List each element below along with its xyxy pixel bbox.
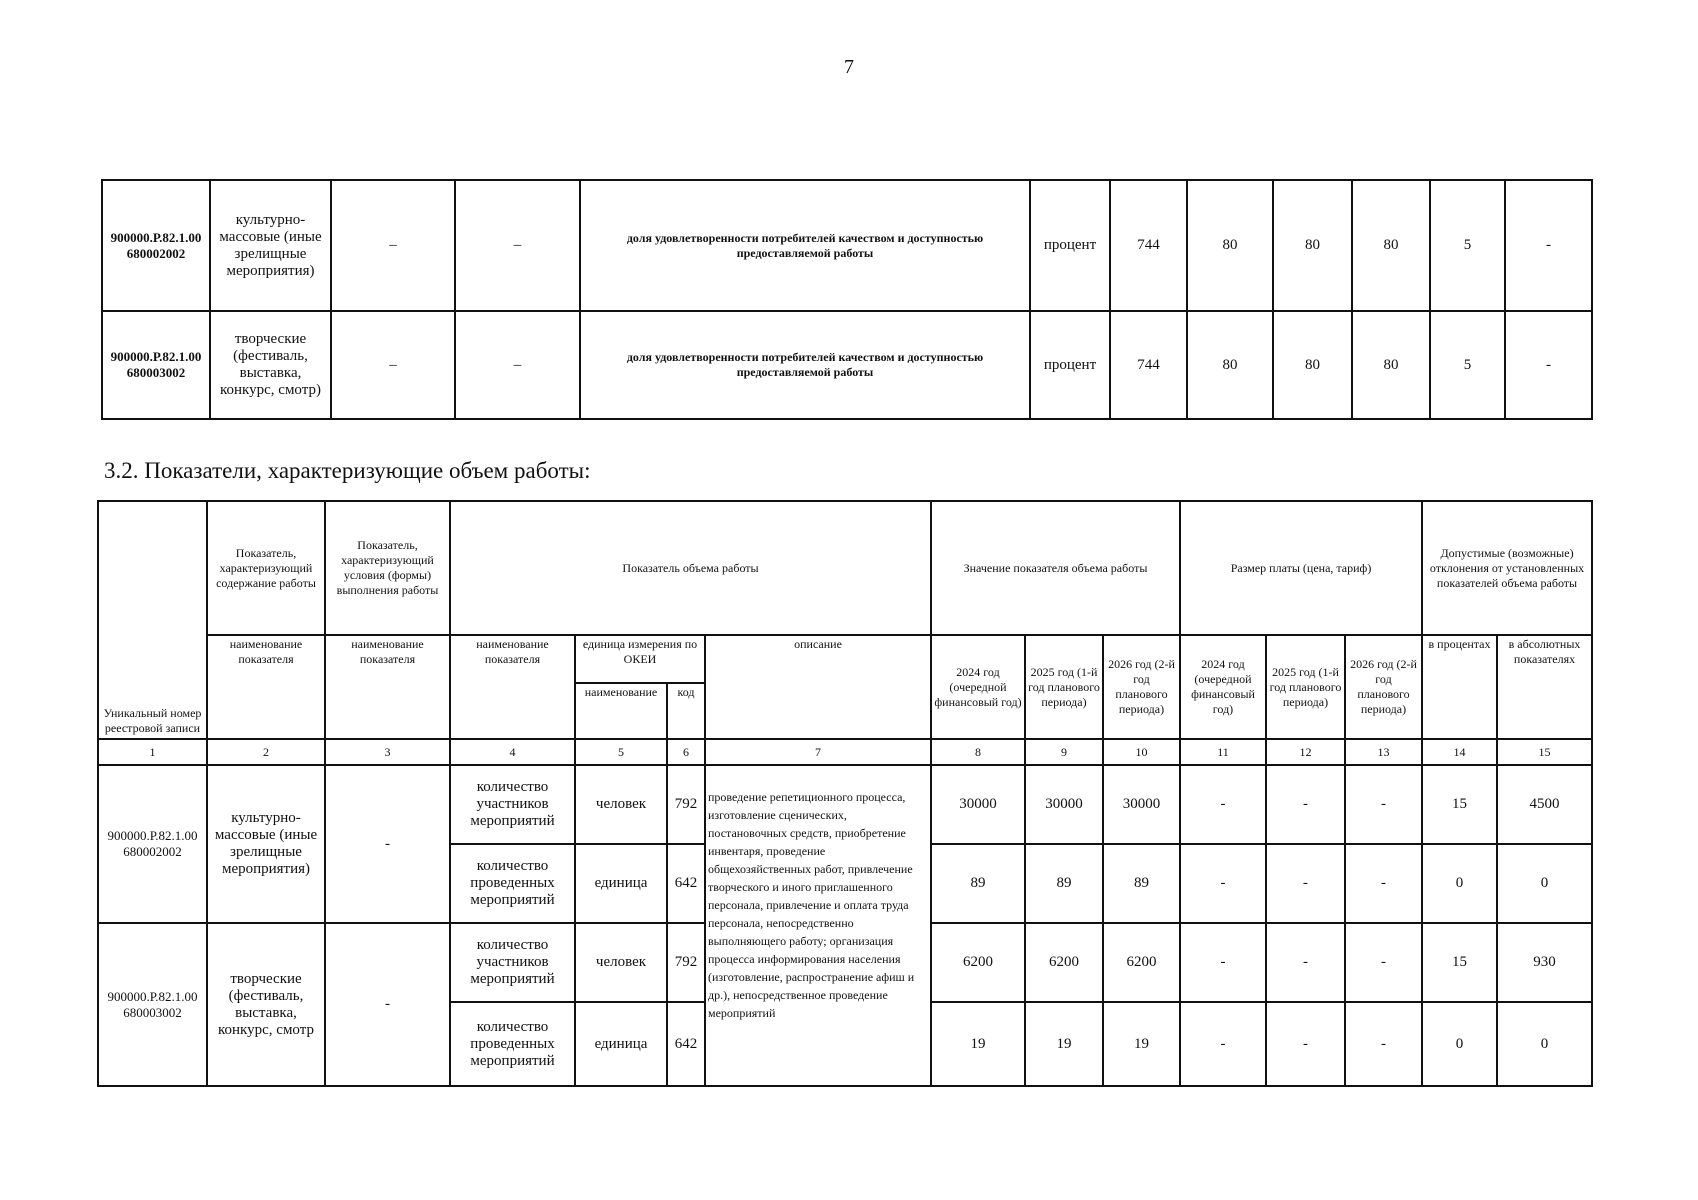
volume-indicator-name: количество проведенных мероприятий: [450, 844, 575, 923]
column-numbers-row: [98, 739, 1592, 765]
value-2024: 80: [1187, 180, 1273, 311]
header-unit-code: код: [667, 683, 705, 739]
content-indicator: –: [331, 180, 455, 311]
okei-code: 744: [1110, 311, 1187, 419]
fee-2026: -: [1345, 923, 1422, 1002]
deviation-absolute: 0: [1497, 1002, 1592, 1086]
column-number: 6: [667, 739, 705, 765]
header-content-indicator: Показатель, характеризующий содержание работы: [207, 501, 325, 635]
column-number: 13: [1345, 739, 1422, 765]
column-number: 2: [207, 739, 325, 765]
unit-name: процент: [1030, 180, 1110, 311]
volume-description: проведение репетиционного процесса, изготовление сценических, постановочных средств, приобретение инвентаря, проведение общехозяйственных работ, привлечение творческого и иного приглашенного персонала, привлечение и оплата труда персонала, непосредственно выполняющего работу; организация процесса информирования населения (изготовление, распространение афиш и др.), непосредственное проведение мероприятий: [705, 765, 931, 1086]
work-content: культурно-массовые (иные зрелищные мероприятия): [210, 180, 331, 311]
okei-code: 792: [667, 923, 705, 1002]
header-year-2024: 2024 год (очередной финансовый год): [931, 635, 1025, 739]
value-2025: 89: [1025, 844, 1103, 923]
work-condition: -: [325, 765, 450, 923]
header-unit-okei: единица измерения по ОКЕИ: [575, 635, 705, 683]
work-condition: -: [325, 923, 450, 1086]
column-number: 3: [325, 739, 450, 765]
deviation-percent: 15: [1422, 923, 1497, 1002]
deviation-absolute: 4500: [1497, 765, 1592, 844]
value-2024: 89: [931, 844, 1025, 923]
fee-2025: -: [1266, 844, 1345, 923]
column-number: 4: [450, 739, 575, 765]
header-in-absolute: в абсолютных показателях: [1497, 635, 1592, 739]
header-description: описание: [705, 635, 931, 739]
column-number: 12: [1266, 739, 1345, 765]
registry-code: 900000.Р.82.1.00 680003002: [98, 923, 207, 1086]
column-number: 5: [575, 739, 667, 765]
unit-name: единица: [575, 1002, 667, 1086]
quality-indicators-table: [101, 179, 1593, 420]
value-2024: 30000: [931, 765, 1025, 844]
work-content: культурно-массовые (иные зрелищные мероприятия): [207, 765, 325, 923]
fee-2024: -: [1180, 923, 1266, 1002]
column-number: 7: [705, 739, 931, 765]
unit-name: единица: [575, 844, 667, 923]
column-number: 15: [1497, 739, 1592, 765]
value-2026: 80: [1352, 180, 1430, 311]
registry-code: 900000.Р.82.1.00 680003002: [102, 311, 210, 419]
page-number: 7: [844, 56, 854, 78]
value-2025: 6200: [1025, 923, 1103, 1002]
quality-description: доля удовлетворенности потребителей качеством и доступностью предоставляемой работы: [580, 180, 1030, 311]
header-in-percent: в процентах: [1422, 635, 1497, 739]
unit-name: человек: [575, 765, 667, 844]
header-deviations: Допустимые (возможные) отклонения от установленных показателей объема работы: [1422, 501, 1592, 635]
volume-indicator-name: количество участников мероприятий: [450, 923, 575, 1002]
header-volume-value: Значение показателя объема работы: [931, 501, 1180, 635]
column-number: 10: [1103, 739, 1180, 765]
column-number: 9: [1025, 739, 1103, 765]
volume-indicator-name: количество проведенных мероприятий: [450, 1002, 575, 1086]
fee-2024: -: [1180, 1002, 1266, 1086]
header-fee-2024: 2024 год (очередной финансовый год): [1180, 635, 1266, 739]
quality-description: доля удовлетворенности потребителей качеством и доступностью предоставляемой работы: [580, 311, 1030, 419]
section-heading: 3.2. Показатели, характеризующие объем работы:: [104, 458, 591, 483]
header-indicator-name: наименование показателя: [450, 635, 575, 739]
column-number: 14: [1422, 739, 1497, 765]
fee-2025: -: [1266, 765, 1345, 844]
deviation-absolute: -: [1505, 180, 1592, 311]
quality-row: [102, 311, 1592, 419]
volume-indicator-name: количество участников мероприятий: [450, 765, 575, 844]
fee-2026: -: [1345, 1002, 1422, 1086]
condition-indicator: –: [455, 311, 580, 419]
fee-2024: -: [1180, 844, 1266, 923]
fee-2026: -: [1345, 765, 1422, 844]
unit-name: человек: [575, 923, 667, 1002]
header-unique-number: Уникальный номер реестровой записи: [98, 501, 207, 739]
header-year-2026: 2026 год (2-й год планового периода): [1103, 635, 1180, 739]
value-2025: 80: [1273, 180, 1352, 311]
deviation-percent: 5: [1430, 180, 1505, 311]
fee-2025: -: [1266, 923, 1345, 1002]
deviation-percent: 15: [1422, 765, 1497, 844]
header-indicator-name: наименование показателя: [207, 635, 325, 739]
work-content: творческие (фестиваль, выставка, конкурс, смотр: [207, 923, 325, 1086]
value-2026: 89: [1103, 844, 1180, 923]
registry-code: 900000.Р.82.1.00 680002002: [102, 180, 210, 311]
header-fee-2026: 2026 год (2-й год планового периода): [1345, 635, 1422, 739]
column-number: 1: [98, 739, 207, 765]
okei-code: 744: [1110, 180, 1187, 311]
header-indicator-name: наименование показателя: [325, 635, 450, 739]
value-2024: 19: [931, 1002, 1025, 1086]
column-number: 11: [1180, 739, 1266, 765]
deviation-percent: 0: [1422, 844, 1497, 923]
value-2024: 6200: [931, 923, 1025, 1002]
deviation-absolute: 0: [1497, 844, 1592, 923]
value-2026: 6200: [1103, 923, 1180, 1002]
value-2025: 30000: [1025, 765, 1103, 844]
okei-code: 792: [667, 765, 705, 844]
content-indicator: –: [331, 311, 455, 419]
header-volume-indicator: Показатель объема работы: [450, 501, 931, 635]
column-number: 8: [931, 739, 1025, 765]
header-row: [98, 635, 1592, 683]
value-2026: 30000: [1103, 765, 1180, 844]
value-2025: 19: [1025, 1002, 1103, 1086]
value-2026: 80: [1352, 311, 1430, 419]
okei-code: 642: [667, 1002, 705, 1086]
okei-code: 642: [667, 844, 705, 923]
registry-code: 900000.Р.82.1.00 680002002: [98, 765, 207, 923]
value-2025: 80: [1273, 311, 1352, 419]
table-row: [98, 765, 1592, 844]
condition-indicator: –: [455, 180, 580, 311]
header-condition-indicator: Показатель, характеризующий условия (формы) выполнения работы: [325, 501, 450, 635]
value-2024: 80: [1187, 311, 1273, 419]
deviation-percent: 0: [1422, 1002, 1497, 1086]
quality-row: [102, 180, 1592, 311]
header-unit-name: наименование: [575, 683, 667, 739]
unit-name: процент: [1030, 311, 1110, 419]
fee-2026: -: [1345, 844, 1422, 923]
header-row: [98, 501, 1592, 635]
header-year-2025: 2025 год (1-й год планового периода): [1025, 635, 1103, 739]
volume-indicators-table: [97, 500, 1593, 1087]
fee-2025: -: [1266, 1002, 1345, 1086]
fee-2024: -: [1180, 765, 1266, 844]
deviation-absolute: 930: [1497, 923, 1592, 1002]
deviation-absolute: -: [1505, 311, 1592, 419]
deviation-percent: 5: [1430, 311, 1505, 419]
value-2026: 19: [1103, 1002, 1180, 1086]
header-fee: Размер платы (цена, тариф): [1180, 501, 1422, 635]
work-content: творческие (фестиваль, выставка, конкурс, смотр): [210, 311, 331, 419]
header-fee-2025: 2025 год (1-й год планового периода): [1266, 635, 1345, 739]
